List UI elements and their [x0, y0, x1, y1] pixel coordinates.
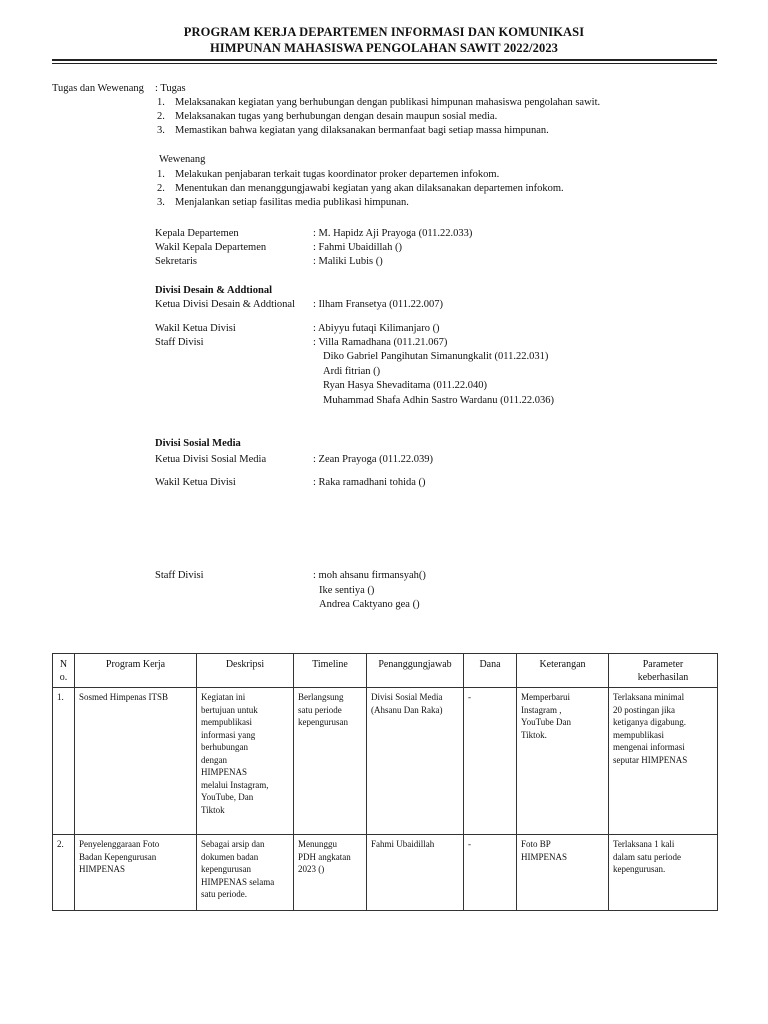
staff-member: Diko Gabriel Pangihutan Simanungkalit (011.22.031) — [323, 351, 549, 362]
wewenang-item-number: 2. — [157, 183, 165, 194]
wewenang-item — [157, 182, 564, 196]
sekretaris-label: Sekretaris — [155, 256, 197, 267]
column-header-deskripsi: Deskripsi — [197, 654, 294, 688]
wewenang-item — [157, 168, 499, 182]
cell-deskripsi: Kegiatan ini bertujuan untuk mempublikasi informasi yang berhubungan dengan HIMPENAS melalui Instagram, YouTube, Dan Tiktok — [197, 688, 294, 835]
column-header-keterangan: Keterangan — [517, 654, 609, 688]
staff-member: Ardi fitrian () — [323, 366, 381, 377]
staff-member: : moh ahsanu firmansyah() — [313, 570, 426, 581]
wewenang-item-number: 3. — [157, 197, 165, 208]
tugas-wewenang-label: Tugas dan Wewenang — [52, 83, 144, 94]
wakil-divisi-sosmed-label: Wakil Ketua Divisi — [155, 477, 236, 488]
ketua-divisi-desain-value: : Ilham Fransetya (011.22.007) — [313, 299, 443, 310]
program-kerja-table — [52, 653, 718, 911]
column-header-timeline: Timeline — [294, 654, 367, 688]
tugas-item-text: Melaksanakan kegiatan yang berhubungan dengan publikasi himpunan mahasiswa pengolahan sawit. — [175, 97, 601, 108]
cell-parameter: Terlaksana minimal 20 postingan jika ketiganya digabung. mempublikasi mengenai informasi seputar HIMPENAS — [609, 688, 718, 835]
document-header — [0, 24, 768, 56]
tugas-item-number: 3. — [157, 125, 165, 136]
wakil-divisi-sosmed-value: : Raka ramadhani tohida () — [313, 477, 426, 488]
wewenang-item-number: 1. — [157, 169, 165, 180]
cell-deskripsi: Sebagai arsip dan dokumen badan kepengurusan HIMPENAS selama satu periode. — [197, 835, 294, 911]
staff-member: Ryan Hasya Shevaditama (011.22.040) — [323, 380, 487, 391]
kepala-departemen-value: : M. Hapidz Aji Prayoga (011.22.033) — [313, 228, 473, 239]
wewenang-heading: Wewenang — [159, 154, 206, 165]
staff-divisi-desain-label: Staff Divisi — [155, 337, 204, 348]
column-header-parameter: Parameter keberhasilan — [609, 654, 718, 688]
header-divider-thick — [52, 59, 717, 61]
document-title-line-1: PROGRAM KERJA DEPARTEMEN INFORMASI DAN KOMUNIKASI — [183, 25, 585, 39]
cell-penanggungjawab: Fahmi Ubaidillah — [367, 835, 464, 911]
divisi-desain-heading: Divisi Desain & Addtional — [155, 285, 272, 296]
cell-program: Sosmed Himpenas ITSB — [75, 688, 197, 835]
tugas-heading: : Tugas — [155, 83, 186, 94]
wewenang-item — [157, 196, 409, 210]
wakil-divisi-desain-value: : Abiyyu futaqi Kilimanjaro () — [313, 323, 440, 334]
cell-dana: - — [464, 688, 517, 835]
column-header-penanggungjawab: Penanggungjawab — [367, 654, 464, 688]
wewenang-item-text: Menentukan dan menanggungjawabi kegiatan yang akan dilaksanakan departemen infokom. — [175, 183, 564, 194]
wakil-divisi-desain-label: Wakil Ketua Divisi — [155, 323, 236, 334]
tugas-item — [157, 110, 497, 124]
column-header-dana: Dana — [464, 654, 517, 688]
cell-dana: - — [464, 835, 517, 911]
tugas-item — [157, 124, 549, 138]
tugas-item-text: Memastikan bahwa kegiatan yang dilaksanakan bermanfaat bagi setiap massa himpunan. — [175, 125, 549, 136]
wakil-kepala-label: Wakil Kepala Departemen — [155, 242, 267, 253]
cell-program: Penyelenggaraan Foto Badan Kepengurusan HIMPENAS — [75, 835, 197, 911]
tugas-item-number: 1. — [157, 97, 165, 108]
staff-member: Andrea Caktyano gea () — [319, 599, 420, 610]
column-header-program: Program Kerja — [75, 654, 197, 688]
ketua-divisi-desain-label: Ketua Divisi Desain & Addtional — [155, 299, 295, 310]
cell-keterangan: Memperbarui Instagram , YouTube Dan Tiktok. — [517, 688, 609, 835]
header-divider-thin — [52, 63, 717, 64]
cell-no: 1. — [53, 688, 75, 835]
kepala-departemen-label: Kepala Departemen — [155, 228, 239, 239]
cell-parameter: Terlaksana 1 kali dalam satu periode kepengurusan. — [609, 835, 718, 911]
cell-no: 2. — [53, 835, 75, 911]
tugas-item-text: Melaksanakan tugas yang berhubungan dengan desain maupun sosial media. — [175, 111, 498, 122]
staff-divisi-sosmed-label: Staff Divisi — [155, 570, 204, 581]
table-row — [53, 835, 718, 911]
wewenang-item-text: Melakukan penjabaran terkait tugas koordinator proker departemen infokom. — [175, 169, 500, 180]
tugas-item — [157, 96, 600, 110]
ketua-divisi-sosmed-value: : Zean Prayoga (011.22.039) — [313, 454, 434, 465]
document-title-line-2: HIMPUNAN MAHASISWA PENGOLAHAN SAWIT 2022/2023 — [209, 41, 559, 55]
wakil-kepala-value: : Fahmi Ubaidillah () — [313, 242, 402, 253]
cell-keterangan: Foto BP HIMPENAS — [517, 835, 609, 911]
staff-member: Ike sentiya () — [319, 585, 375, 596]
wewenang-item-text: Menjalankan setiap fasilitas media publikasi himpunan. — [175, 197, 409, 208]
cell-timeline: Berlangsung satu periode kepengurusan — [294, 688, 367, 835]
cell-penanggungjawab: Divisi Sosial Media (Ahsanu Dan Raka) — [367, 688, 464, 835]
tugas-item-number: 2. — [157, 111, 165, 122]
sekretaris-value: : Maliki Lubis () — [313, 256, 383, 267]
table-header-row — [53, 654, 718, 688]
column-header-no: N o. — [53, 654, 75, 688]
table-row — [53, 688, 718, 835]
staff-member: : Villa Ramadhana (011.21.067) — [313, 337, 448, 348]
staff-member: Muhammad Shafa Adhin Sastro Wardanu (011.22.036) — [323, 395, 554, 406]
divisi-sosmed-heading: Divisi Sosial Media — [155, 438, 241, 449]
cell-timeline: Menunggu PDH angkatan 2023 () — [294, 835, 367, 911]
ketua-divisi-sosmed-label: Ketua Divisi Sosial Media — [155, 454, 267, 465]
